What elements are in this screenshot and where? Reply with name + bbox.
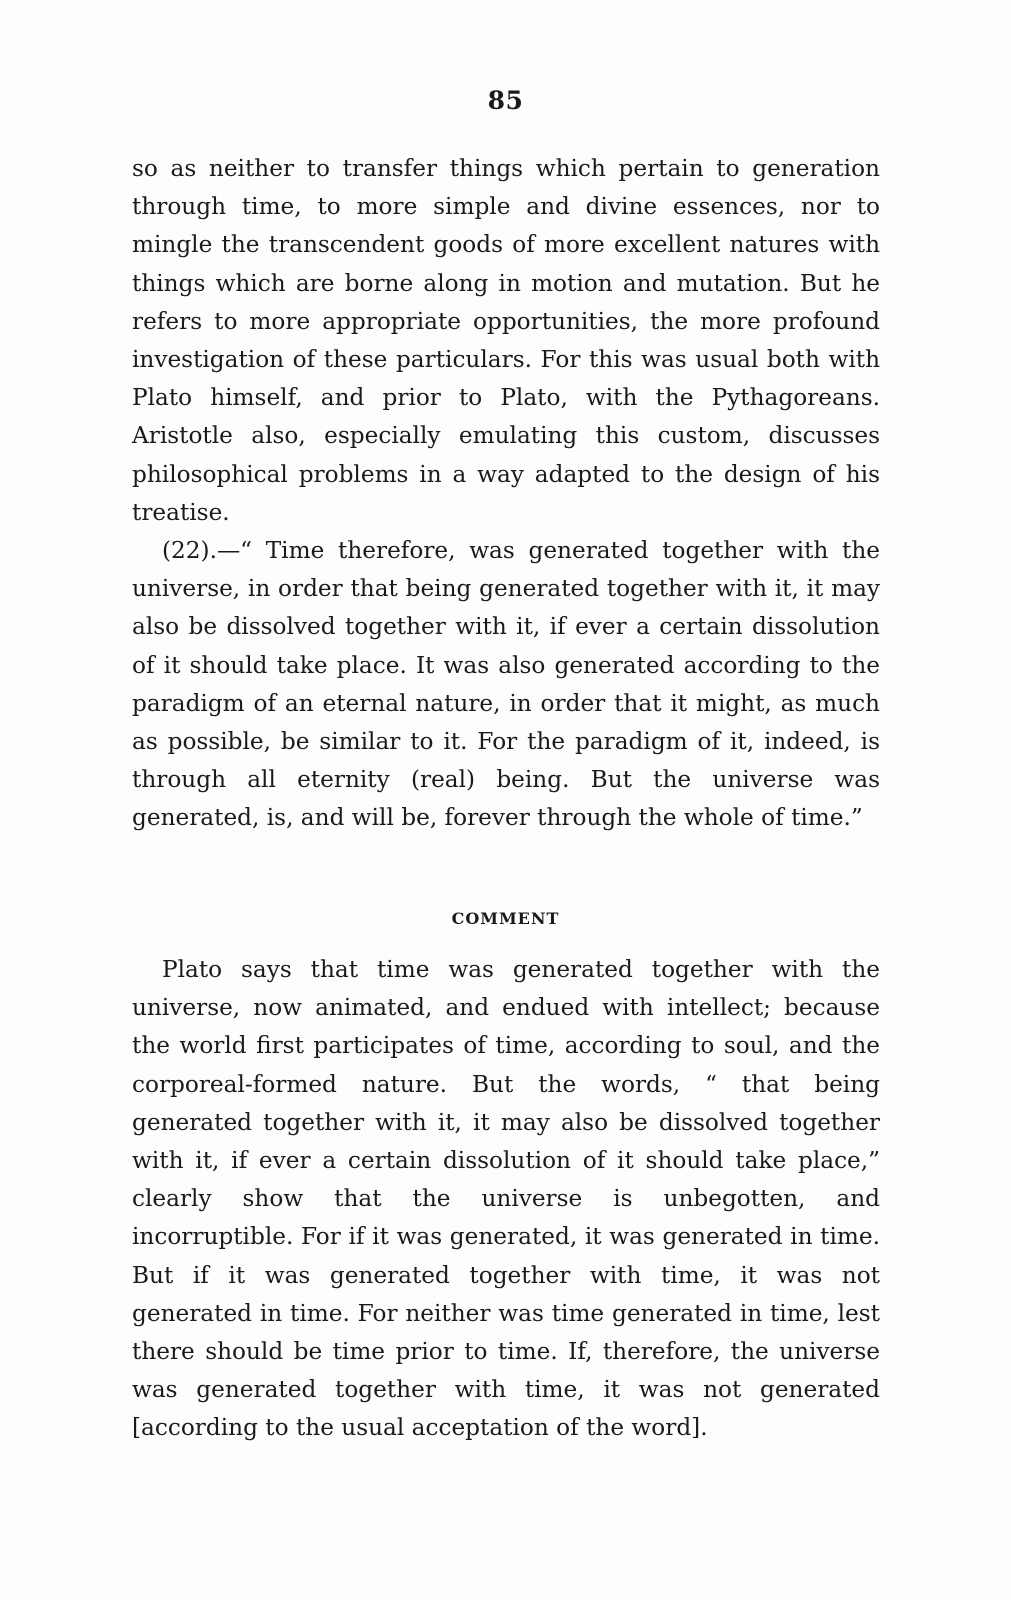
paragraph-quote-text: (22).—“ Time therefore, was generated together with the universe, in order that being generated together with it, it may also be dissolved together with it, if ever a certain dissolution of it should take place. It was also generated according to the paradigm of an eternal nature, in order that it might, as much as possible, be similar to it. For the paradigm of it, indeed, is through all eternity (real) being. But the universe was generated, is, and will be, forever through the whole of time.” xyxy=(132,537,880,832)
paragraph-continuation-text: so as neither to transfer things which pertain to generation through time, to more simple and divine essences, nor to mingle the transcendent goods of more excellent natures with things which are borne along in motion and mutation. But he refers to more appropriate opportunities, the more profound investigation of these particulars. For this was usual both with Plato himself, and prior to Plato, with the Pythagoreans. Aristotle also, especially emulating this custom, discusses philosophical problems in a way adapted to the design of his treatise. xyxy=(132,155,880,526)
page-number: 85 xyxy=(487,86,524,115)
paragraph-comment xyxy=(132,951,880,1448)
paragraph-continuation xyxy=(132,150,880,532)
paragraph-quote xyxy=(132,532,880,838)
paragraph-comment-text: Plato says that time was generated together with the universe, now animated, and endued with intellect; because the world first participates of time, according to soul, and the corporeal-formed nature. But the words, “ that being generated together with it, it may also be dissolved together with it, if ever a certain dissolution of it should take place,” clearly show that the universe is unbegotten, and incorruptible. For if it was generated, it was generated in time. But if it was generated together with time, it was not generated in time. For neither was time generated in time, lest there should be time prior to time. If, therefore, the universe was generated together with time, it was not generated [according to the usual acceptation of the word]. xyxy=(132,956,880,1442)
comment-heading: COMMENT xyxy=(451,909,560,928)
